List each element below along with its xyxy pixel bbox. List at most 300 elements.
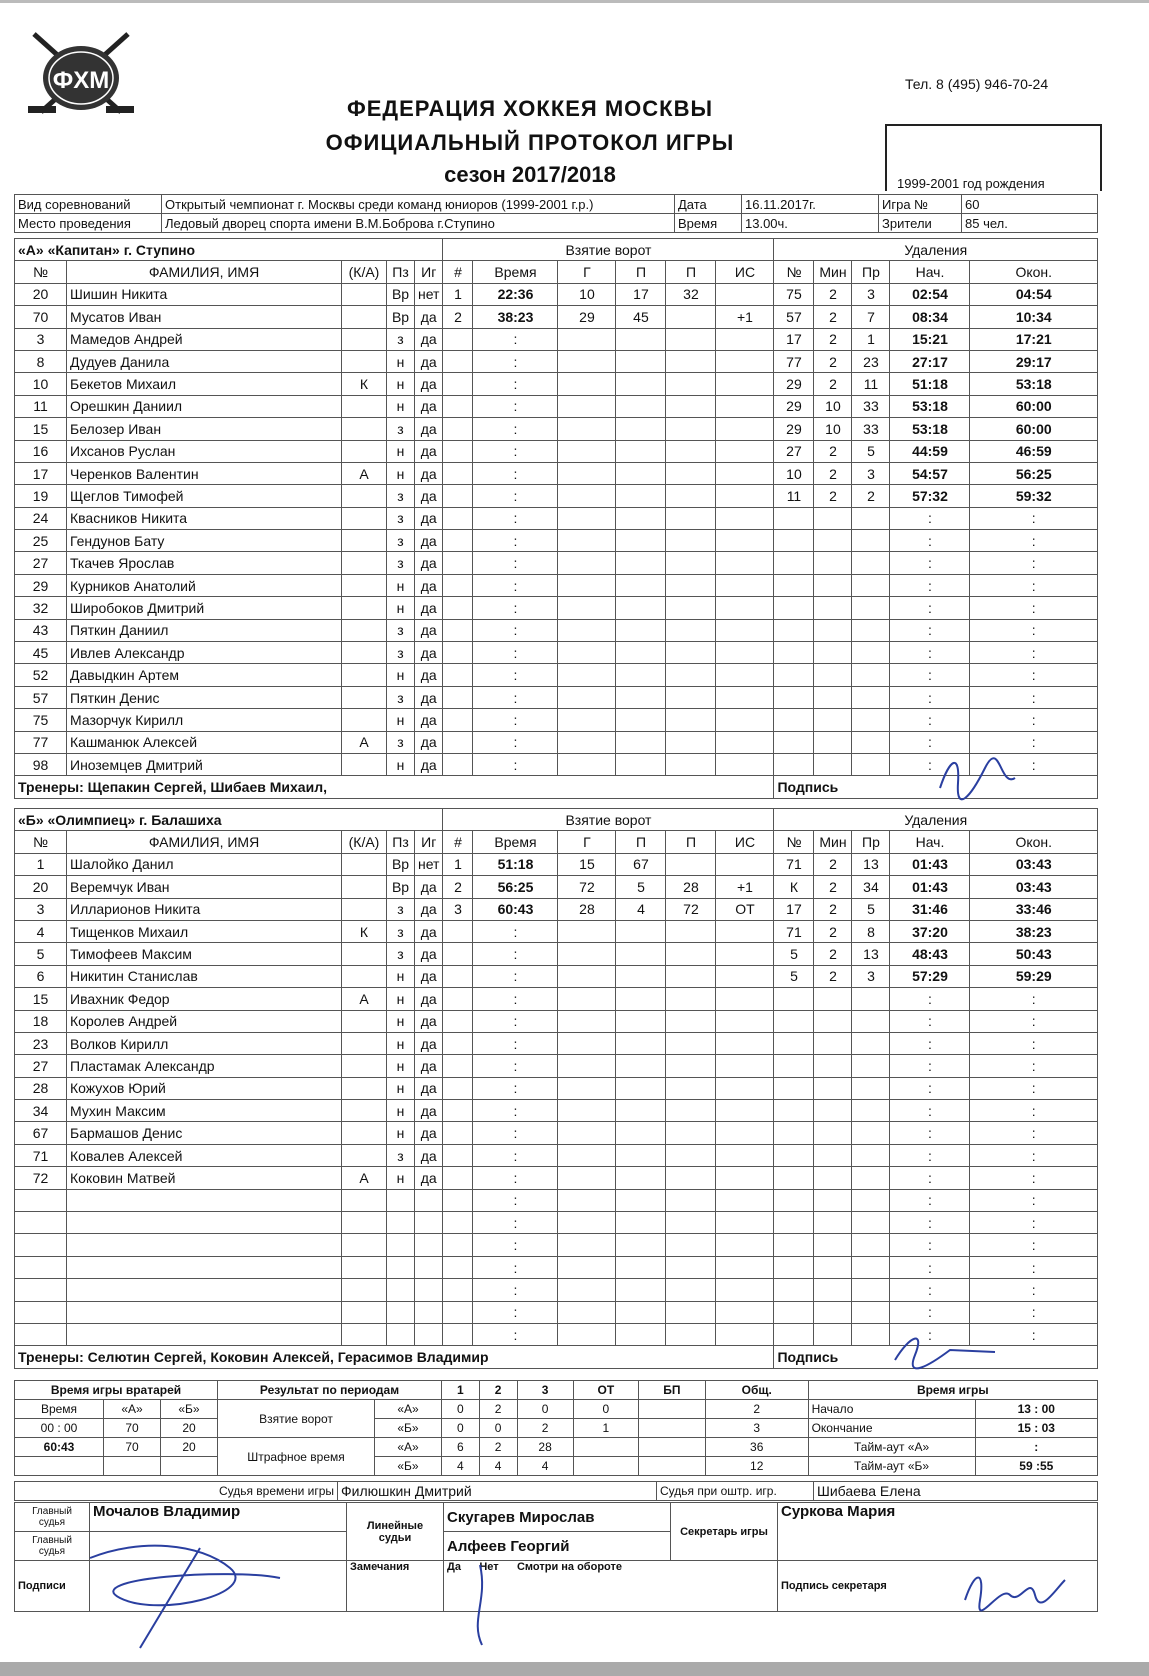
player-number: 18	[15, 1010, 67, 1032]
col-header-num: №	[15, 831, 67, 853]
table-row	[15, 507, 1098, 529]
position: з	[387, 898, 415, 920]
goal-time-empty: :	[473, 619, 558, 641]
penalty-detail: 1	[852, 328, 890, 350]
player-number	[15, 1323, 67, 1345]
position: з	[387, 619, 415, 641]
table-row	[15, 1010, 1098, 1032]
captain-mark	[342, 395, 387, 417]
player-number	[15, 1234, 67, 1256]
captain-mark: А	[342, 988, 387, 1010]
penalty-detail: 2	[814, 920, 852, 942]
played	[415, 1234, 443, 1256]
position: з	[387, 731, 415, 753]
goal-time-empty: :	[473, 1032, 558, 1054]
col-header-p2: П	[666, 261, 716, 283]
coach-sign-label: Подпись	[774, 776, 1098, 798]
penalty-detail: 3	[852, 283, 890, 305]
penalty-end: 10:34	[970, 306, 1098, 328]
penalty-start-empty: :	[890, 988, 970, 1010]
table-row	[15, 1212, 1098, 1234]
position	[387, 1256, 415, 1278]
penalty-start-empty: :	[890, 1122, 970, 1144]
penalty-end-empty: :	[970, 597, 1098, 619]
player-name: Широбоков Дмитрий	[67, 597, 342, 619]
penalty-end: 17:21	[970, 328, 1098, 350]
goal-detail: ОТ	[716, 898, 774, 920]
col-header-end: Окон.	[970, 831, 1098, 853]
penalty-start-empty: :	[890, 1167, 970, 1189]
position: н	[387, 574, 415, 596]
col-header-g: Г	[558, 261, 616, 283]
player-name: Щеглов Тимофей	[67, 485, 342, 507]
table-row	[15, 1100, 1098, 1122]
goal-number: 2	[443, 306, 473, 328]
penalty-end-empty: :	[970, 1122, 1098, 1144]
goals-section-title: Взятие ворот	[443, 239, 774, 261]
played: да	[415, 1122, 443, 1144]
penalty-detail: 11	[774, 485, 814, 507]
goal-time-empty: :	[473, 753, 558, 775]
penalty-detail: 2	[814, 853, 852, 875]
penalty-start-empty: :	[890, 1234, 970, 1256]
player-number: 3	[15, 328, 67, 350]
col-header-gtime: Время	[473, 831, 558, 853]
penalty-start: 44:59	[890, 440, 970, 462]
table-row	[15, 373, 1098, 395]
goal-number: 2	[443, 876, 473, 898]
player-name: Мазорчук Кирилл	[67, 709, 342, 731]
played: да	[415, 753, 443, 775]
birth-year-box: 1999-2001 год рождения	[885, 124, 1102, 191]
position: з	[387, 1144, 415, 1166]
col-header-gtime: Время	[473, 261, 558, 283]
captain-mark	[342, 642, 387, 664]
table-row	[15, 462, 1098, 484]
penalty-start: 57:32	[890, 485, 970, 507]
captain-mark	[342, 306, 387, 328]
player-name	[67, 1189, 342, 1211]
table-row	[15, 1055, 1098, 1077]
player-number: 6	[15, 965, 67, 987]
table-row	[15, 440, 1098, 462]
player-name: Курников Анатолий	[67, 574, 342, 596]
penalty-start: 57:29	[890, 965, 970, 987]
goal-detail	[716, 853, 774, 875]
player-name: Иноземцев Дмитрий	[67, 753, 342, 775]
captain-mark	[342, 507, 387, 529]
played: да	[415, 1077, 443, 1099]
position: н	[387, 1032, 415, 1054]
table-row	[15, 920, 1098, 942]
goal-time-empty: :	[473, 530, 558, 552]
captain-mark	[342, 965, 387, 987]
penalty-end: 59:29	[970, 965, 1098, 987]
penalty-end-empty: :	[970, 1256, 1098, 1278]
played: да	[415, 1010, 443, 1032]
played: да	[415, 731, 443, 753]
goal-detail: 10	[558, 283, 616, 305]
col-header-ig: Иг	[415, 261, 443, 283]
goal-time-empty: :	[473, 1100, 558, 1122]
position: н	[387, 395, 415, 417]
penalty-detail: 10	[814, 418, 852, 440]
penalty-start: 53:18	[890, 418, 970, 440]
position: н	[387, 462, 415, 484]
position: н	[387, 988, 415, 1010]
col-header-pr: Пр	[852, 831, 890, 853]
col-header-ka: (К/А)	[342, 831, 387, 853]
captain-mark	[342, 1100, 387, 1122]
penalty-start-empty: :	[890, 1144, 970, 1166]
captain-mark	[342, 1122, 387, 1144]
captain-mark	[342, 853, 387, 875]
player-name: Пластамак Александр	[67, 1055, 342, 1077]
goal-time-empty: :	[473, 1279, 558, 1301]
played: да	[415, 1100, 443, 1122]
penalty-end-empty: :	[970, 1144, 1098, 1166]
col-header-start: Нач.	[890, 831, 970, 853]
goal-time-empty: :	[473, 988, 558, 1010]
goal-time: 22:36	[473, 283, 558, 305]
goal-number: 1	[443, 853, 473, 875]
goal-detail: +1	[716, 876, 774, 898]
goal-detail: 72	[558, 876, 616, 898]
captain-mark	[342, 876, 387, 898]
position: Вр	[387, 283, 415, 305]
penalty-detail: 5	[852, 440, 890, 462]
position: н	[387, 1055, 415, 1077]
captain-mark	[342, 686, 387, 708]
penalty-end-empty: :	[970, 574, 1098, 596]
captain-mark	[342, 1212, 387, 1234]
goal-time-empty: :	[473, 642, 558, 664]
player-name: Пяткин Даниил	[67, 619, 342, 641]
col-header-ig: Иг	[415, 831, 443, 853]
col-header-ka: (К/А)	[342, 261, 387, 283]
player-number: 10	[15, 373, 67, 395]
table-row	[15, 552, 1098, 574]
played: да	[415, 709, 443, 731]
player-name	[67, 1301, 342, 1323]
penalty-detail: 5	[774, 943, 814, 965]
penalty-end: 04:54	[970, 283, 1098, 305]
player-name: Белозер Иван	[67, 418, 342, 440]
played	[415, 1279, 443, 1301]
penalty-end-empty: :	[970, 1010, 1098, 1032]
player-name: Дудуев Данила	[67, 350, 342, 372]
captain-mark: А	[342, 731, 387, 753]
player-name	[67, 1234, 342, 1256]
goal-time-empty: :	[473, 965, 558, 987]
player-number: 29	[15, 574, 67, 596]
penalty-end-empty: :	[970, 530, 1098, 552]
goal-time-empty: :	[473, 1144, 558, 1166]
table-row	[15, 1032, 1098, 1054]
goal-time-empty: :	[473, 664, 558, 686]
penalty-start-empty: :	[890, 709, 970, 731]
col-header-pmin: Мин	[814, 261, 852, 283]
player-number: 70	[15, 306, 67, 328]
penalty-detail: 13	[852, 853, 890, 875]
penalty-start: 48:43	[890, 943, 970, 965]
played: да	[415, 597, 443, 619]
goal-time-empty: :	[473, 1010, 558, 1032]
played: да	[415, 373, 443, 395]
penalty-end-empty: :	[970, 507, 1098, 529]
col-header-p1: П	[616, 261, 666, 283]
played: да	[415, 507, 443, 529]
goal-detail: 17	[616, 283, 666, 305]
played: да	[415, 418, 443, 440]
player-number: 3	[15, 898, 67, 920]
played: да	[415, 530, 443, 552]
penalty-detail: 33	[852, 418, 890, 440]
captain-mark: К	[342, 373, 387, 395]
penalty-end-empty: :	[970, 686, 1098, 708]
penalty-detail: 13	[852, 943, 890, 965]
table-row	[15, 1323, 1098, 1345]
played: да	[415, 440, 443, 462]
player-number: 98	[15, 753, 67, 775]
captain-mark	[342, 1010, 387, 1032]
player-name: Мухин Максим	[67, 1100, 342, 1122]
goal-detail: 32	[666, 283, 716, 305]
table-row	[15, 1144, 1098, 1166]
position: н	[387, 1010, 415, 1032]
played: да	[415, 395, 443, 417]
player-number: 45	[15, 642, 67, 664]
penalty-detail: 77	[774, 350, 814, 372]
position: н	[387, 597, 415, 619]
goal-time-empty: :	[473, 1122, 558, 1144]
player-number: 77	[15, 731, 67, 753]
table-row	[15, 686, 1098, 708]
col-header-is: ИС	[716, 261, 774, 283]
penalty-end-empty: :	[970, 1234, 1098, 1256]
table-row	[15, 709, 1098, 731]
summary-table: Время игры вратарей Результат по периодам 1 2 3 ОТ БП Общ. Время игры Время «А» «Б» Взятие ворот «А» 0 2 0 0 2 Начало 13 : 00 00 : 00 70 20 «Б» 0 0 2 1 3 Окончание 15 : 03 60:43 70 20 Штрафное время «А» 6 2 28 36 Тайм-аут «А» : «Б» 4 4 4 12 Тайм-аут «Б» 59 :55	[14, 1380, 1098, 1476]
goal-time-empty: :	[473, 597, 558, 619]
table-row	[15, 597, 1098, 619]
goal-time: 60:43	[473, 898, 558, 920]
player-number	[15, 1279, 67, 1301]
penalty-end: 56:25	[970, 462, 1098, 484]
player-number: 34	[15, 1100, 67, 1122]
table-row	[15, 731, 1098, 753]
penalty-detail: 2	[814, 485, 852, 507]
penalty-end-empty: :	[970, 1077, 1098, 1099]
table-row	[15, 485, 1098, 507]
player-number	[15, 1256, 67, 1278]
penalty-start-empty: :	[890, 619, 970, 641]
position	[387, 1189, 415, 1211]
remarks-see-back: Смотри на обороте	[516, 1561, 622, 1573]
penalty-end-empty: :	[970, 1301, 1098, 1323]
player-number: 28	[15, 1077, 67, 1099]
goal-time: 56:25	[473, 876, 558, 898]
col-header-start: Нач.	[890, 261, 970, 283]
player-name: Шалойко Данил	[67, 853, 342, 875]
remarks-no: Нет	[479, 1561, 499, 1573]
goal-time-empty: :	[473, 1256, 558, 1278]
goal-time-empty: :	[473, 1212, 558, 1234]
penalty-start-empty: :	[890, 642, 970, 664]
player-name: Ткачев Ярослав	[67, 552, 342, 574]
penalty-start-empty: :	[890, 1010, 970, 1032]
position: з	[387, 418, 415, 440]
penalty-start-empty: :	[890, 1055, 970, 1077]
position: н	[387, 1167, 415, 1189]
player-number: 25	[15, 530, 67, 552]
player-number: 11	[15, 395, 67, 417]
captain-mark	[342, 943, 387, 965]
played	[415, 1256, 443, 1278]
goal-detail: 72	[666, 898, 716, 920]
captain-mark	[342, 1301, 387, 1323]
player-name: Ковалев Алексей	[67, 1144, 342, 1166]
penalty-detail: К	[774, 876, 814, 898]
table-row	[15, 395, 1098, 417]
goal-time-empty: :	[473, 552, 558, 574]
player-name: Мамедов Андрей	[67, 328, 342, 350]
player-number: 1	[15, 853, 67, 875]
penalty-start-empty: :	[890, 753, 970, 775]
player-name: Тищенков Михаил	[67, 920, 342, 942]
position	[387, 1301, 415, 1323]
captain-mark	[342, 350, 387, 372]
penalty-start-empty: :	[890, 597, 970, 619]
col-header-pz: Пз	[387, 261, 415, 283]
penalty-detail: 2	[814, 943, 852, 965]
played: да	[415, 328, 443, 350]
goal-time-empty: :	[473, 395, 558, 417]
col-header-pnum: №	[774, 261, 814, 283]
penalty-start-empty: :	[890, 731, 970, 753]
team-title: «Б» «Олимпиец» г. Балашиха	[15, 809, 443, 831]
penalty-end-empty: :	[970, 1279, 1098, 1301]
position: з	[387, 507, 415, 529]
player-number	[15, 1212, 67, 1234]
penalty-start-empty: :	[890, 552, 970, 574]
captain-mark	[342, 574, 387, 596]
table-row	[15, 350, 1098, 372]
penalty-start-empty: :	[890, 507, 970, 529]
player-name: Бармашов Денис	[67, 1122, 342, 1144]
player-name: Илларионов Никита	[67, 898, 342, 920]
table-row	[15, 574, 1098, 596]
penalty-detail: 17	[774, 898, 814, 920]
player-number: 20	[15, 876, 67, 898]
officials-line: Судья времени игры Филюшкин Дмитрий Судья при оштр. игр. Шибаева Елена	[14, 1481, 1098, 1501]
penalty-start: 51:18	[890, 373, 970, 395]
coach-sign-label: Подпись	[774, 1346, 1098, 1368]
player-name: Коковин Матвей	[67, 1167, 342, 1189]
player-number: 5	[15, 943, 67, 965]
penalty-end-empty: :	[970, 709, 1098, 731]
penalty-end: 53:18	[970, 373, 1098, 395]
col-header-is: ИС	[716, 831, 774, 853]
position: Вр	[387, 853, 415, 875]
player-number: 43	[15, 619, 67, 641]
goal-time-empty: :	[473, 1055, 558, 1077]
player-number: 57	[15, 686, 67, 708]
captain-mark	[342, 753, 387, 775]
position	[387, 1212, 415, 1234]
col-header-gnum: #	[443, 261, 473, 283]
col-header-name: ФАМИЛИЯ, ИМЯ	[67, 261, 342, 283]
player-name: Мусатов Иван	[67, 306, 342, 328]
penalty-end-empty: :	[970, 1032, 1098, 1054]
goal-detail: 4	[616, 898, 666, 920]
goal-time-empty: :	[473, 485, 558, 507]
player-name: Бекетов Михаил	[67, 373, 342, 395]
player-number: 4	[15, 920, 67, 942]
goal-detail	[666, 853, 716, 875]
penalty-start-empty: :	[890, 1212, 970, 1234]
player-number: 19	[15, 485, 67, 507]
penalty-detail: 23	[852, 350, 890, 372]
player-name: Ихсанов Руслан	[67, 440, 342, 462]
player-number	[15, 1189, 67, 1211]
player-number: 67	[15, 1122, 67, 1144]
penalty-end-empty: :	[970, 988, 1098, 1010]
penalty-detail: 8	[852, 920, 890, 942]
table-row	[15, 753, 1098, 775]
penalty-detail: 75	[774, 283, 814, 305]
penalty-detail: 2	[814, 462, 852, 484]
penalty-end: 60:00	[970, 395, 1098, 417]
played: да	[415, 988, 443, 1010]
played: да	[415, 920, 443, 942]
position: з	[387, 642, 415, 664]
goal-time-empty: :	[473, 1189, 558, 1211]
position: н	[387, 965, 415, 987]
penalty-start-empty: :	[890, 530, 970, 552]
penalty-detail: 5	[774, 965, 814, 987]
penalty-start-empty: :	[890, 1256, 970, 1278]
protocol-title: ОФИЦИАЛЬНЫЙ ПРОТОКОЛ ИГРЫ	[325, 130, 735, 155]
position: з	[387, 552, 415, 574]
captain-mark	[342, 1234, 387, 1256]
goal-time-empty: :	[473, 731, 558, 753]
played: да	[415, 1032, 443, 1054]
col-header-pz: Пз	[387, 831, 415, 853]
goal-time-empty: :	[473, 373, 558, 395]
penalty-detail: 2	[814, 965, 852, 987]
captain-mark	[342, 1144, 387, 1166]
goal-detail: 29	[558, 306, 616, 328]
captain-mark	[342, 619, 387, 641]
captain-mark	[342, 709, 387, 731]
player-name	[67, 1256, 342, 1278]
player-number	[15, 1301, 67, 1323]
table-row	[15, 530, 1098, 552]
team-b-table	[14, 808, 1098, 1369]
penalty-start: 01:43	[890, 876, 970, 898]
table-row	[15, 898, 1098, 920]
goal-detail: 28	[666, 876, 716, 898]
played	[415, 1301, 443, 1323]
table-row	[15, 965, 1098, 987]
penalty-start-empty: :	[890, 664, 970, 686]
penalty-end: 33:46	[970, 898, 1098, 920]
penalty-detail: 2	[814, 373, 852, 395]
goal-detail: +1	[716, 306, 774, 328]
penalty-detail: 71	[774, 853, 814, 875]
penalty-start-empty: :	[890, 1077, 970, 1099]
penalty-detail: 17	[774, 328, 814, 350]
